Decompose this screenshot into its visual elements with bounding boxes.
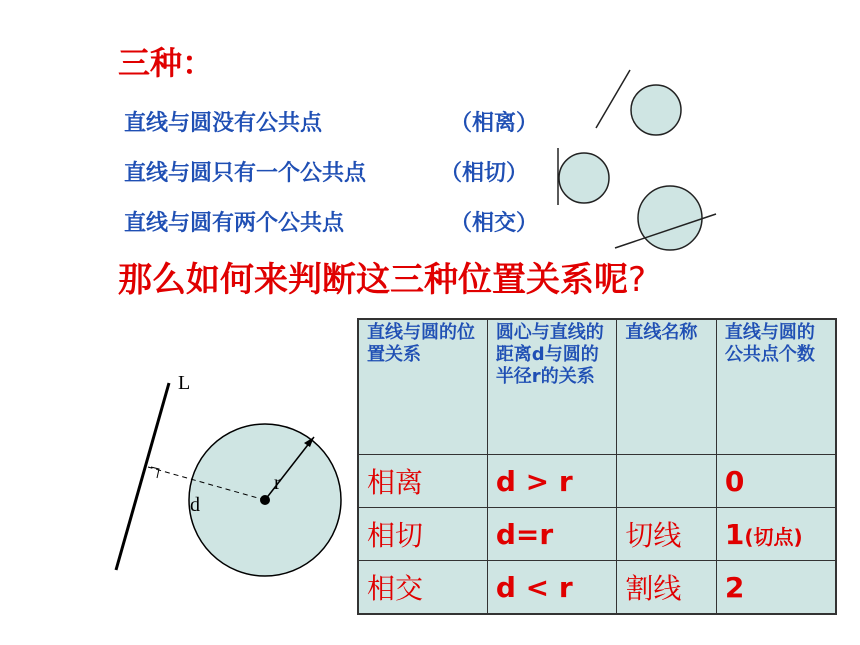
cell-count: 2 bbox=[716, 561, 836, 615]
cell-line-name bbox=[617, 455, 717, 508]
cell-relation: 相切 bbox=[358, 508, 487, 561]
label-L: L bbox=[178, 372, 191, 394]
slide-heading: 三种： bbox=[118, 44, 215, 82]
main-line-L bbox=[116, 383, 169, 570]
cell-condition: d > r bbox=[487, 455, 617, 508]
label-d: d bbox=[190, 494, 200, 516]
question-mark: ? bbox=[628, 260, 647, 300]
cell-relation: 相离 bbox=[358, 455, 487, 508]
relation-table bbox=[357, 318, 837, 615]
header-line-name: 直线名称 bbox=[617, 319, 717, 455]
header-condition: 圆心与直线的距离d与圆的半径r的关系 bbox=[487, 319, 617, 455]
case-line-separate: 直线与圆没有公共点 bbox=[124, 111, 323, 136]
cell-count: 0 bbox=[716, 455, 836, 508]
tangent-circle bbox=[559, 153, 609, 203]
header-position: 直线与圆的位置关系 bbox=[358, 319, 487, 455]
cell-relation: 相交 bbox=[358, 561, 487, 615]
table-header-row bbox=[358, 319, 836, 455]
cell-count: 1 bbox=[724, 517, 745, 551]
separate-circle bbox=[631, 85, 681, 135]
separate-line bbox=[596, 70, 630, 128]
table-row bbox=[358, 455, 836, 508]
table-row bbox=[358, 508, 836, 561]
intersect-circle bbox=[638, 186, 702, 250]
cell-condition: d=r bbox=[487, 508, 617, 561]
center-point bbox=[260, 495, 270, 505]
cell-condition: d < r bbox=[487, 561, 617, 615]
table-row bbox=[358, 561, 836, 615]
case-relation-intersect: （相交） bbox=[450, 211, 539, 236]
case-relation-separate: （相离） bbox=[450, 111, 539, 136]
cell-count-wrap bbox=[716, 508, 836, 561]
header-common-points: 直线与圆的公共点个数 bbox=[716, 319, 836, 455]
cell-line-name: 切线 bbox=[617, 508, 717, 561]
case-relation-tangent: （相切） bbox=[440, 161, 529, 186]
case-line-intersect: 直线与圆有两个公共点 bbox=[124, 211, 345, 236]
label-r: r bbox=[274, 472, 281, 494]
question-body: 那么如何来判断这三种位置关系呢 bbox=[118, 260, 628, 300]
case-line-tangent: 直线与圆只有一个公共点 bbox=[124, 161, 367, 186]
cell-line-name: 割线 bbox=[617, 561, 717, 615]
cell-note: (切点) bbox=[744, 524, 803, 549]
